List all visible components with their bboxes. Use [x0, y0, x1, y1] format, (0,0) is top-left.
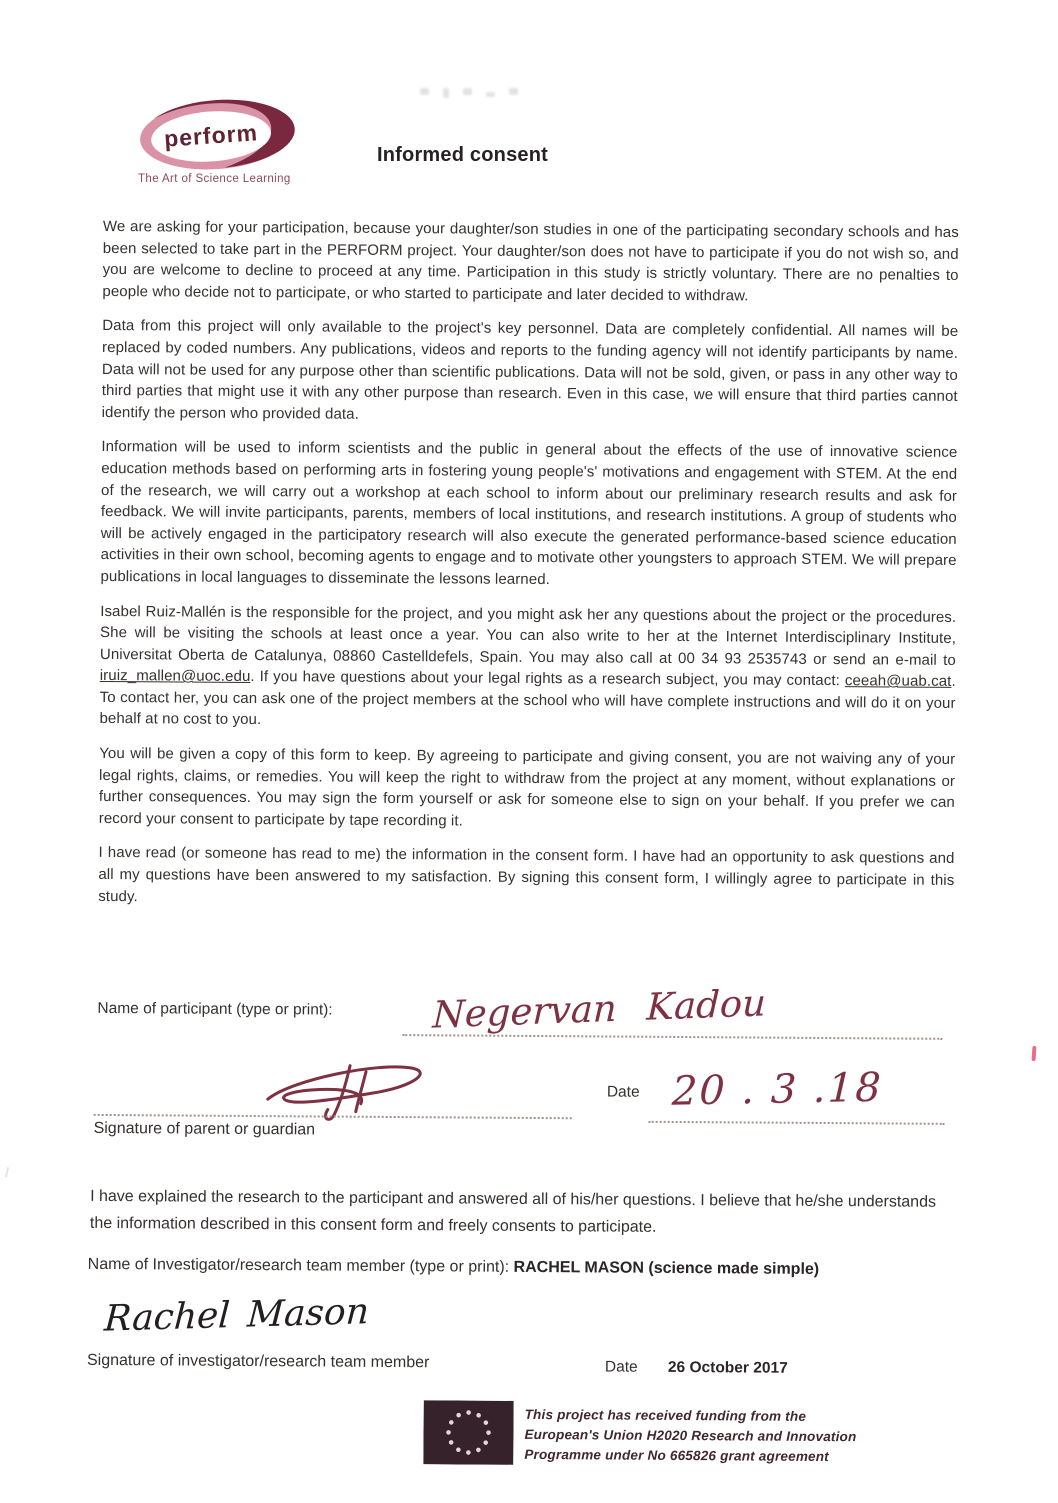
funding-statement: [524, 1405, 856, 1467]
paragraph-rights: You will be given a copy of this form to keep. By agreeing to participate and giving consent, you are not waiving any of your legal rights, claims, or remedies. You will keep the right to withdraw from the project at any moment, without explanations or further consequences. You may sign the form yourself or ask for someone else to sign on your behalf. If you prefer we can record your consent to participate by tape recording it.: [98, 745, 956, 830]
participant-name-label: Name of participant (type or print):: [97, 999, 333, 1019]
participant-name-line: [402, 1034, 942, 1040]
paragraph-participation: We are asking for your participation, because your daughter/son studies in one of the participating secondary schools and has been selected to take part in the PERFORM project. Your daughter/son does not have to participate if you do not wish so, and you are welcome to decline to proceed at any time. Participation in this study is strictly voluntary. There are no penalties to people who decide not to participate, or who started to participate and later decided to withdraw.: [102, 217, 959, 305]
scan-corner-artifact: [5, 1167, 17, 1179]
email-address-text: iruiz_mallen@uoc.edu: [99, 667, 251, 686]
paragraph-information-use: Information will be used to inform scientists and the public in general about the effects of the use of innovative science education methods based on performing arts in fostering young people's' motivations and engagement with STEM. At the end of the research, we will carry out a workshop at each school to inform about our preliminary research results and ask for feedback. We will invite participants, parents, members of local institutions, and research institutions. A group of students who will be actively engaged in the participatory research will also execute the generated performance-based science education activities in their own school, becoming agents to engage and to motivate other youngsters to approach STEM. We will prepare publications in local languages to disseminate the lessons learned.: [100, 438, 958, 588]
funding-line-1: This project has received funding from the: [524, 1406, 807, 1424]
consent-body: [98, 216, 959, 926]
participant-date-handwriting: 20 . 3 .18: [671, 1064, 884, 1115]
email-address-text: ceeah@uab.cat: [844, 672, 952, 691]
participant-name-handwriting: Negervan Kadou: [431, 981, 767, 1037]
participant-date-label: Date: [606, 1083, 640, 1101]
funding-line-2: European's Union H2020 Research and Innovation: [524, 1426, 857, 1445]
funding-line-3: Programme under No 665826 grant agreement: [524, 1446, 829, 1465]
participant-date-line: [649, 1121, 945, 1125]
logo-wordmark: perform: [163, 119, 259, 152]
document-title: Informed consent: [377, 144, 548, 166]
investigator-name-line: [88, 1256, 820, 1279]
paragraph-agreement: I have read (or someone has read to me) the information in the consent form. I have had an opportunity to ask questions and all my questions have been answered to my satisfaction. By signing this consent form, I willingly agree to participate in this study.: [98, 844, 955, 905]
investigator-date-label: Date: [604, 1358, 638, 1376]
investigator-statement: I have explained the research to the participant and answered all of his/her questions. I believe that he/she understands the information described in this consent form and freely consents to participate.: [89, 1187, 937, 1236]
logo-tagline: The Art of Science Learning: [138, 173, 291, 185]
investigator-date-value: 26 October 2017: [667, 1358, 788, 1377]
parent-signature-scribble: [262, 1059, 437, 1122]
parent-signature-label: Signature of parent or guardian: [93, 1119, 316, 1139]
paragraph-contact: Isabel Ruiz-Mallén is the responsible for the project, and you might ask her any questions about the project or the procedures. She will be visiting the schools at least once a year. You can also write to her at the Internet Interdisciplinary Institute, Universitat Oberta de Catalunya, 08860 Castelldefels, Spain. You may also call at 00 34 93 2535743 or send an e-mail to iruiz_mallen@uoc.edu. If you have questions about your legal rights as a research subject, you may contact: ceeah@uab.cat. To contact her, you can ask one of the project members at the school who will have complete instructions and will do it on your behalf at no cost to you.: [99, 602, 957, 729]
investigator-signature-label: Signature of investigator/research team member: [86, 1351, 430, 1372]
investigator-name-value: RACHEL MASON (science made simple): [513, 1258, 820, 1278]
eu-flag: [423, 1400, 513, 1465]
investigator-name-label: Name of Investigator/research team member (type or print):: [87, 1255, 514, 1276]
investigator-signature-handwriting: Rachel Mason: [103, 1291, 371, 1340]
paragraph-confidentiality: Data from this project will only available to the project's key personnel. Data are completely confidential. All names will be replaced by coded numbers. Any publications, videos and reports to the funding agency will not identify participants by name. Data will not be used for any purpose other than scientific publications. Data will not be sold, given, or pass in any other way to third parties that might use it with any other purpose than research. Even in this case, we will ensure that third parties cannot identify the person who provided data.: [101, 317, 959, 423]
